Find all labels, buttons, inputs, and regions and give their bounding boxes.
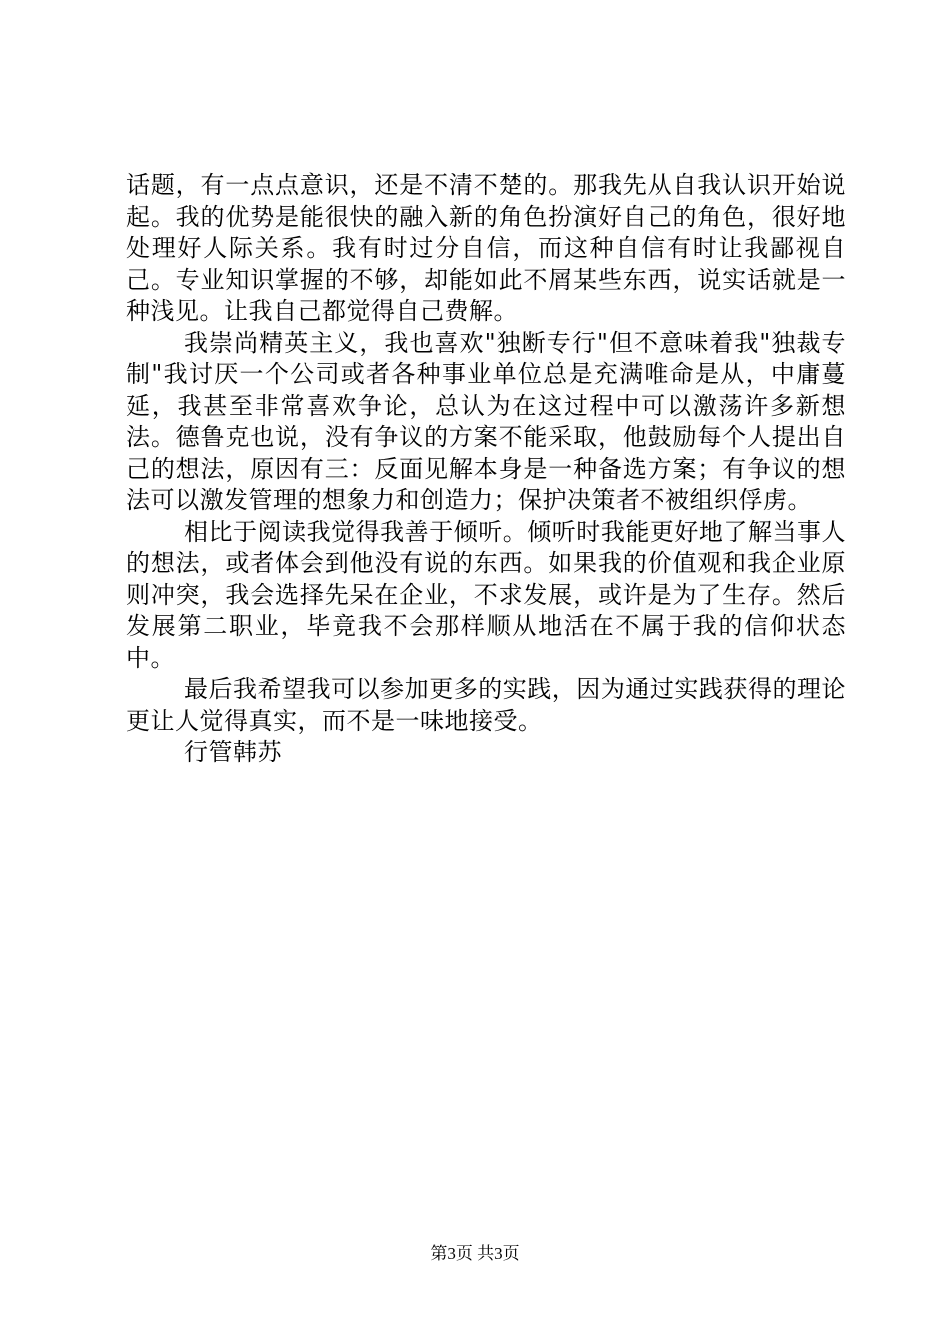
- author-signature: 行管韩苏: [184, 738, 282, 766]
- paragraph-listening: 相比于阅读我觉得我善于倾听。倾听时我能更好地了解当事人的想法，或者体会到他没有说的东西。如果我的价值观和我企业原则冲突，我会选择先呆在企业，不求发展，或许是为了生存。然后发展第二职业，毕竟我不会那样顺从地活在不属于我的信仰状态中。: [126, 517, 846, 672]
- page-footer: 第3页 共3页: [430, 1244, 520, 1263]
- paragraph-practice: 最后我希望我可以参加更多的实践，因为通过实践获得的理论更让人觉得真实，而不是一味地接受。: [126, 675, 846, 735]
- paragraph-elitism: 我崇尚精英主义，我也喜欢"独断专行"但不意味着我"独裁专制"我讨厌一个公司或者各种事业单位总是充满唯命是从，中庸蔓延，我甚至非常喜欢争论，总认为在这过程中可以激荡许多新想法。德鲁克也说，没有争议的方案不能采取，他鼓励每个人提出自己的想法，原因有三：反面见解本身是一种备选方案；有争议的想法可以激发管理的想象力和创造力；保护决策者不被组织俘虏。: [126, 328, 846, 514]
- document-body: [126, 170, 846, 769]
- paragraph-continuation: 话题，有一点点意识，还是不清不楚的。那我先从自我认识开始说起。我的优势是能很快的融入新的角色扮演好自己的角色，很好地处理好人际关系。我有时过分自信，而这种自信有时让我鄙视自己。专业知识掌握的不够，却能如此不屑某些东西，说实话就是一种浅见。让我自己都觉得自己费解。: [126, 171, 846, 325]
